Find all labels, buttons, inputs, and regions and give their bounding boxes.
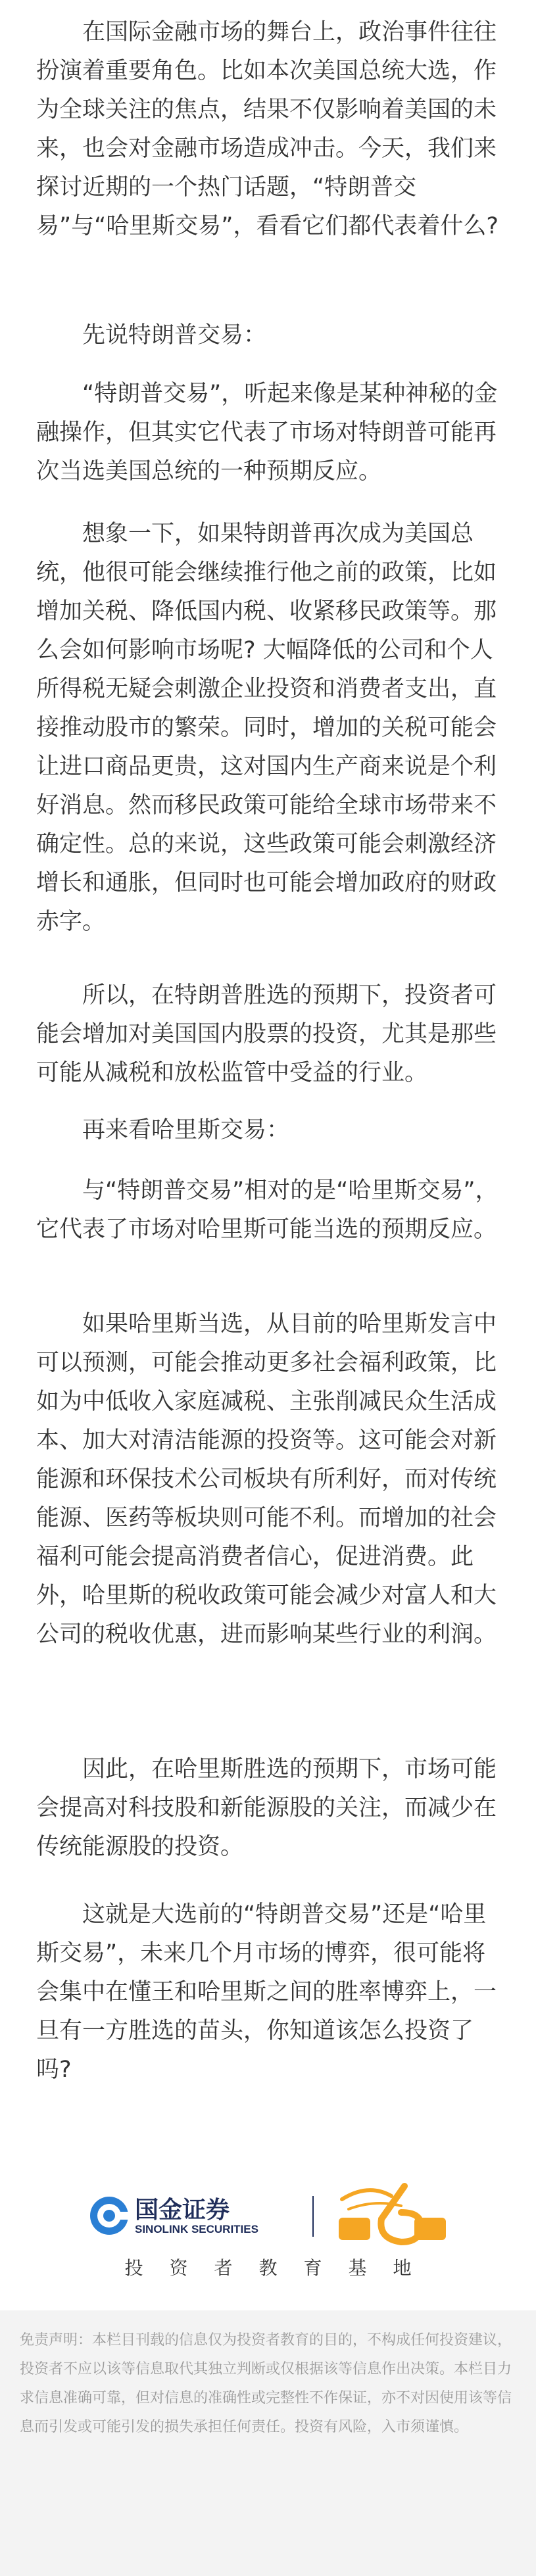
brand-divider	[312, 2196, 314, 2237]
article-paragraph: 因此，在哈里斯胜选的预期下，市场可能会提高对科技股和新能源股的关注，而减少在传统能源股的投资。	[36, 1756, 497, 1860]
article-paragraph: 在国际金融市场的舞台上，政治事件往往扮演着重要角色。比如本次美国总统大选，作为全球关注的焦点，结果不仅影响着美国的未来，也会对金融市场造成冲击。今天，我们来探讨近期的一个热门话题，“特朗普交易”与“哈里斯交易”，看看它们都代表着什么?	[36, 19, 499, 239]
brand-name-cn: 国金证券	[135, 2197, 230, 2224]
article-paragraph: 想象一下，如果特朗普再次成为美国总统，他很可能会继续推行他之前的政策，比如增加关税、降低国内税、收紧移民政策等。那么会如何影响市场呢? 大幅降低的公司和个人所得税无疑会刺激企业投资和消费者支出，直接推动股市的繁荣。同时，增加的关税可能会让进口商品更贵，这对国内生产商来说是个利好消息。然而移民政策可能给全球市场带来不确定性。总的来说，这些政策可能会刺激经济增长和通胀，但同时也可能会增加政府的财政赤字。	[36, 521, 497, 935]
article-paragraph: 所以，在特朗普胜选的预期下，投资者可能会增加对美国国内股票的投资，尤其是那些可能从减税和放松监管中受益的行业。	[36, 982, 497, 1086]
tagline: 投资者教育基地	[124, 2257, 438, 2279]
footer-logo	[0, 2180, 536, 2265]
article-paragraph: 先说特朗普交易：	[82, 322, 267, 348]
sinolink-logo-icon	[89, 2195, 130, 2236]
article-paragraph: 再来看哈里斯交易：	[82, 1117, 290, 1143]
brand-name-en: SINOLINK SECURITIES	[135, 2223, 258, 2235]
article-paragraph: 这就是大选前的“特朗普交易”还是“哈里斯交易”，未来几个月市场的博弈，很可能将会集中在懂王和哈里斯之间的胜率博弈上，一旦有一方胜选的苗头，你知道该怎么投资了吗?	[36, 1901, 497, 2083]
disclaimer-text: 免责声明：本栏目刊载的信息仅为投资者教育的目的，不构成任何投资建议，投资者不应以该等信息取代其独立判断或仅根据该等信息作出决策。本栏目力求信息准确可靠，但对信息的准确性或完整性不作保证，亦不对因使用该等信息而引发或可能引发的损失承担任何责任。投资有风险，入市须谨慎。	[20, 2332, 512, 2435]
article-paragraph: 与“特朗普交易”相对的是“哈里斯交易”，它代表了市场对哈里斯可能当选的预期反应。	[36, 1178, 499, 1243]
article-paragraph: “特朗普交易”，听起来像是某种神秘的金融操作，但其实它代表了市场对特朗普可能再次当选美国总统的一种预期反应。	[36, 381, 498, 485]
fifth-hour-logo-icon	[329, 2180, 447, 2252]
article-paragraph: 如果哈里斯当选，从目前的哈里斯发言中可以预测，可能会推动更多社会福利政策，比如为中低收入家庭减税、主张削减民众生活成本、加大对清洁能源的投资等。这可能会对新能源和环保技术公司板块有所利好，而对传统能源、医药等板块则可能不利。而增加的社会福利可能会提高消费者信心，促进消费。此外，哈里斯的税收政策可能会减少对富人和大公司的税收优惠，进而影响某些行业的利润。	[36, 1311, 497, 1648]
disclaimer-box	[0, 2310, 536, 2576]
